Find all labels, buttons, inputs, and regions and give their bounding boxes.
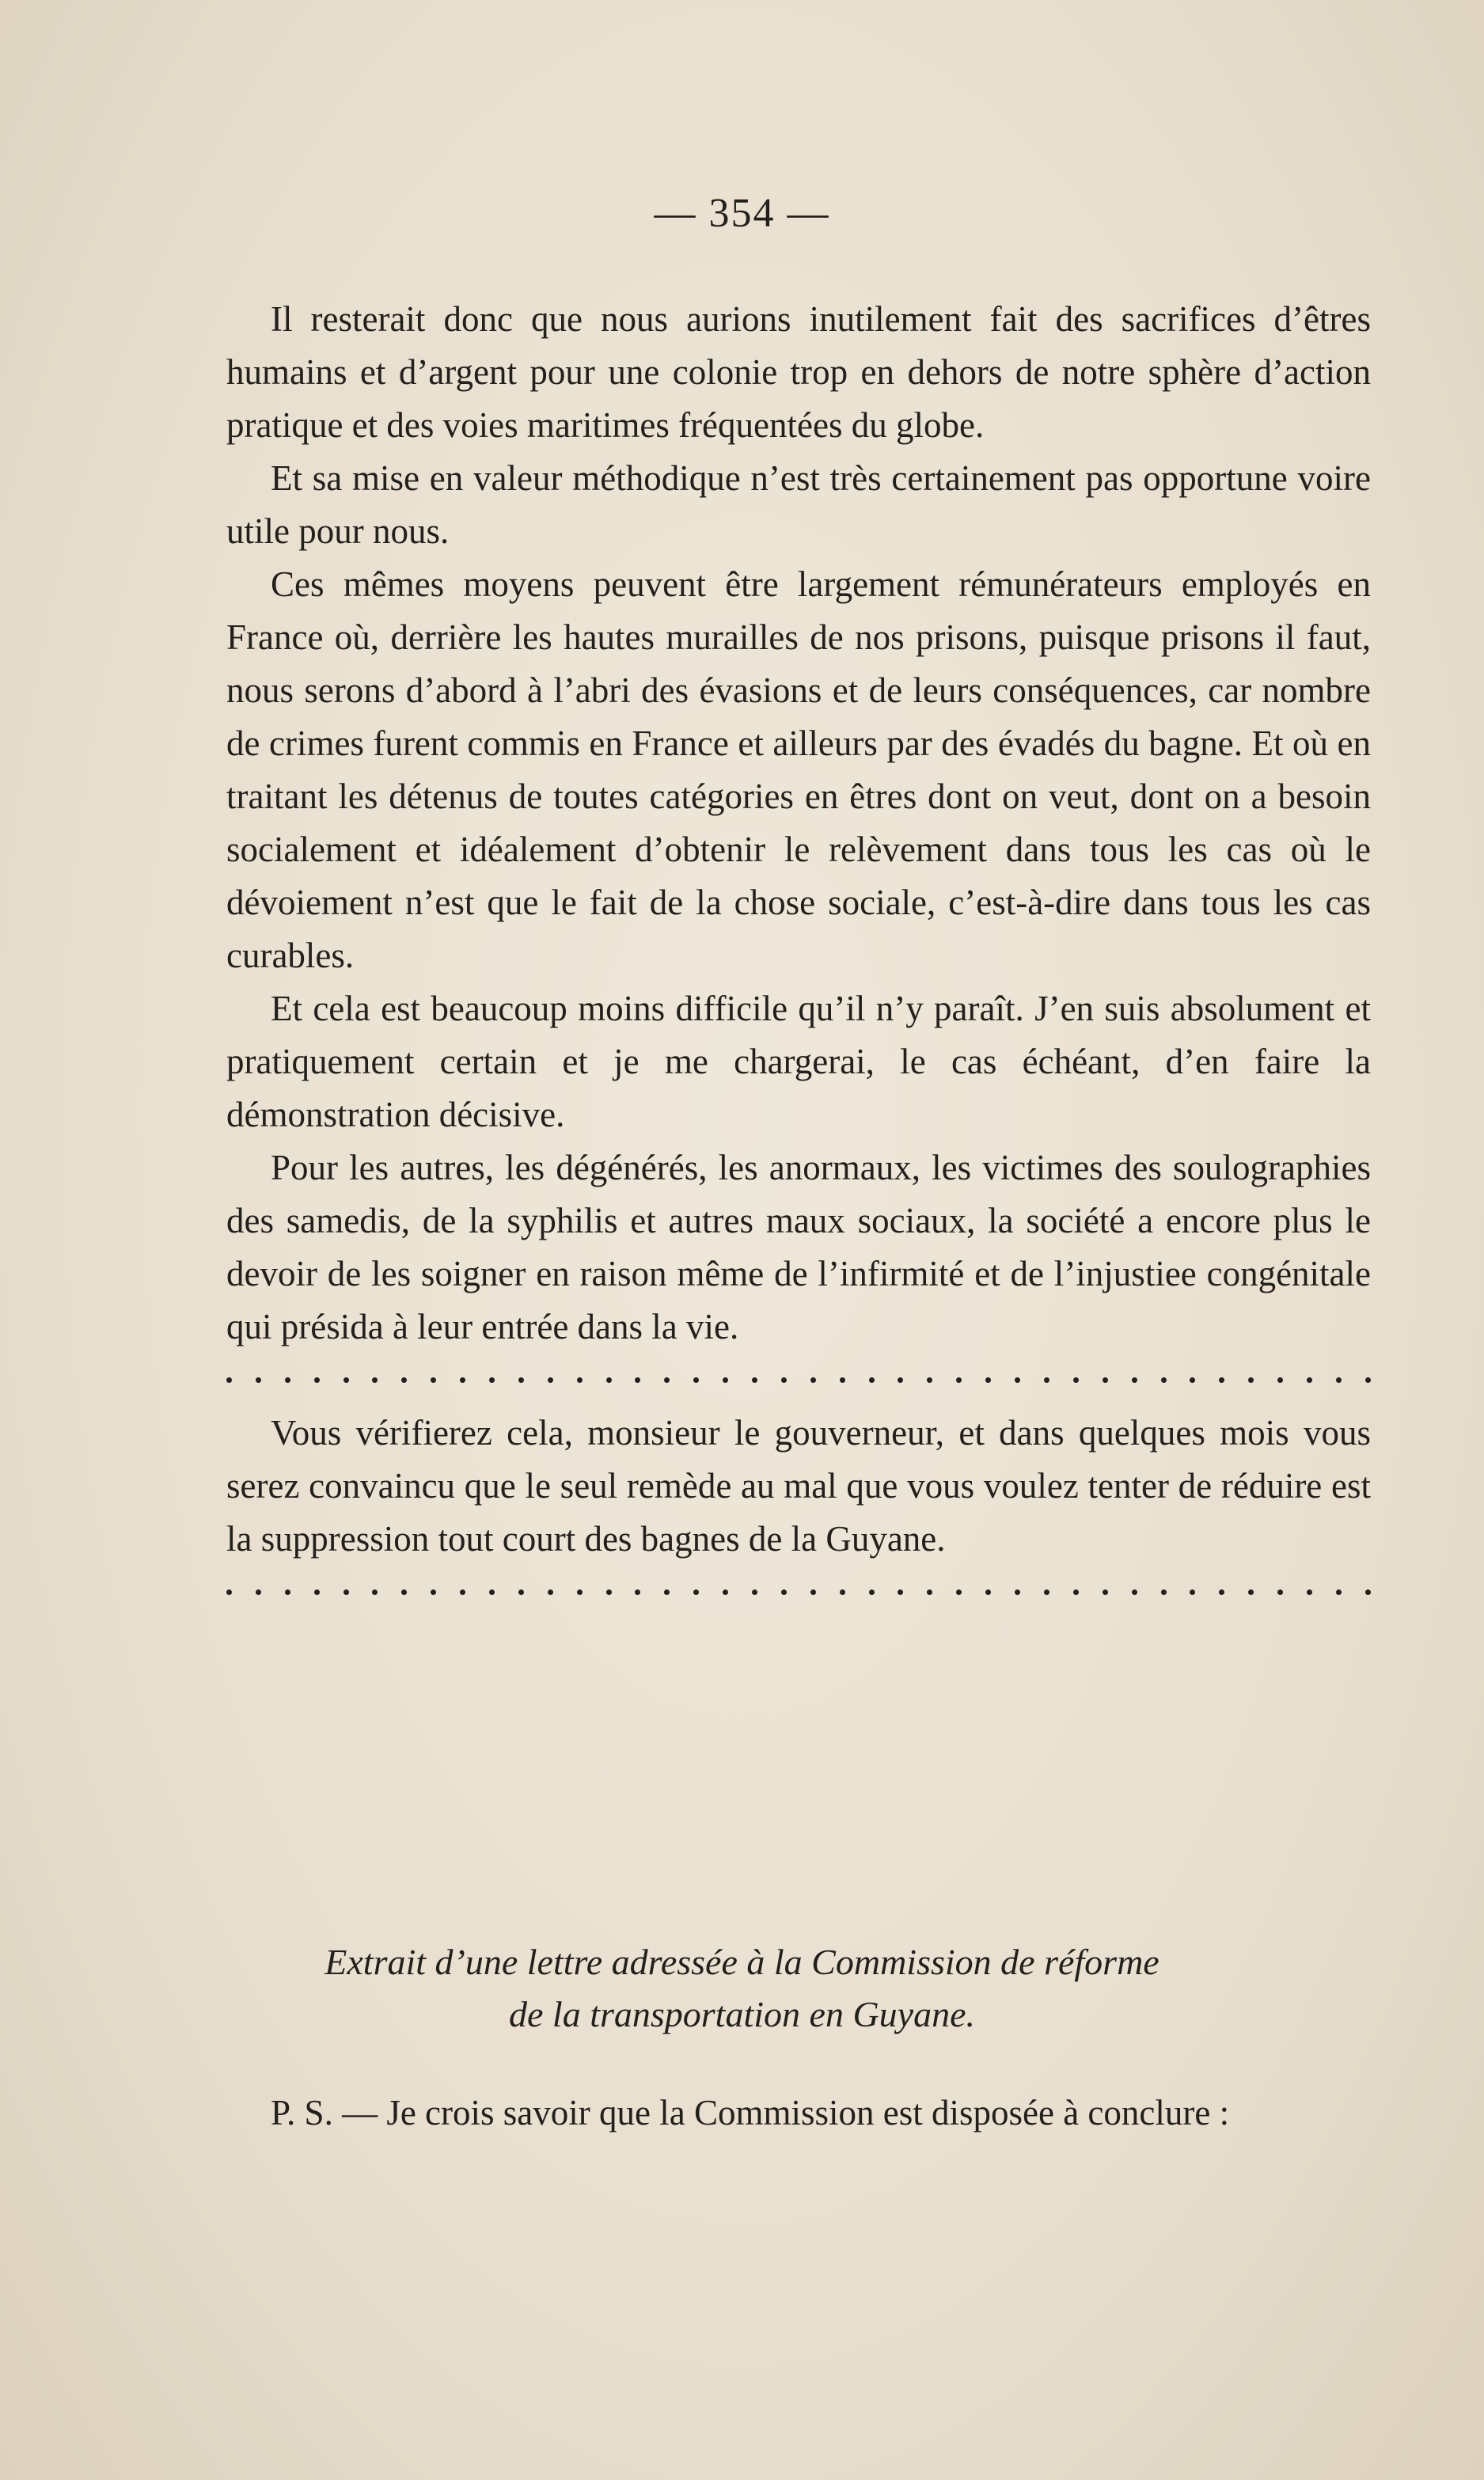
- separator-dot: [226, 1589, 232, 1595]
- separator-dot: [548, 1377, 553, 1383]
- separator-dot: [1044, 1377, 1049, 1383]
- separator-dot: [1336, 1589, 1342, 1595]
- separator-dot: [1190, 1589, 1195, 1595]
- separator-dot: [343, 1589, 349, 1595]
- separator-dot: [577, 1377, 583, 1383]
- separator-dot: [1219, 1589, 1224, 1595]
- separator-dot: [1073, 1589, 1079, 1595]
- paragraph-4: Et cela est beaucoup moins difficile qu’il n’y paraît. J’en suis absolument et pratiquement certain et je me chargerai, le cas échéant, d’en faire la démonstration décisive.: [226, 989, 1371, 1134]
- separator-dot: [1161, 1589, 1167, 1595]
- separator-dot: [1132, 1589, 1137, 1595]
- ellipsis-separator-2: [226, 1566, 1371, 1619]
- separator-dot: [1103, 1589, 1108, 1595]
- separator-dot: [927, 1589, 932, 1595]
- separator-dot: [1190, 1377, 1195, 1383]
- separator-dot: [664, 1377, 670, 1383]
- separator-dot: [1365, 1589, 1371, 1595]
- separator-dot: [606, 1589, 612, 1595]
- separator-dot: [985, 1589, 991, 1595]
- paragraph-3: Ces mêmes moyens peuvent être largement rémunérateurs employés en France où, derrière les hautes murailles de nos prisons, puisque prisons il faut, nous serons d’abord à l’abri des évasions et de leurs conséquences, car nombre de crimes furent commis en France et ailleurs par des évadés du bagne. Et où en traitant les détenus de toutes catégories en êtres dont on veut, dont on a besoin socialement et idéalement d’obtenir le relèvement dans tous les cas où le dévoiement n’est que le fait de la chose sociale, c’est-à-dire dans tous les cas curables.: [226, 564, 1371, 975]
- separator-dot: [489, 1377, 495, 1383]
- separator-dot: [1015, 1377, 1020, 1383]
- separator-dot: [1132, 1377, 1137, 1383]
- separator-dot: [1073, 1377, 1079, 1383]
- page-number: — 354 —: [654, 191, 830, 236]
- separator-dot: [840, 1377, 845, 1383]
- separator-dot: [664, 1589, 670, 1595]
- separator-dot: [898, 1377, 903, 1383]
- paragraph-2: Et sa mise en valeur méthodique n’est très certainement pas opportune voire utile pour nous.: [226, 458, 1371, 551]
- separator-dot: [285, 1377, 290, 1383]
- separator-dot: [956, 1589, 962, 1595]
- separator-dot: [693, 1377, 699, 1383]
- separator-dot: [1277, 1377, 1283, 1383]
- separator-dot: [635, 1377, 640, 1383]
- separator-dot: [810, 1589, 816, 1595]
- separator-dot: [518, 1377, 524, 1383]
- separator-dot: [1219, 1377, 1224, 1383]
- separator-dot: [1307, 1377, 1312, 1383]
- separator-dot: [810, 1377, 816, 1383]
- separator-dot: [314, 1589, 320, 1595]
- separator-dot: [898, 1589, 903, 1595]
- separator-dot: [460, 1377, 465, 1383]
- separator-dot: [314, 1377, 320, 1383]
- separator-dot: [927, 1377, 932, 1383]
- separator-dot: [518, 1589, 524, 1595]
- separator-dot: [1103, 1377, 1108, 1383]
- separator-dot: [635, 1589, 640, 1595]
- separator-dot: [401, 1377, 407, 1383]
- separator-dot: [431, 1589, 436, 1595]
- separator-dot: [1015, 1589, 1020, 1595]
- separator-dot: [956, 1377, 962, 1383]
- separator-dot: [256, 1589, 261, 1595]
- section-title-line-2: de la transportation en Guyane.: [509, 1994, 975, 2034]
- separator-dot: [1044, 1589, 1049, 1595]
- separator-dot: [256, 1377, 261, 1383]
- separator-dot: [1248, 1589, 1254, 1595]
- separator-dot: [693, 1589, 699, 1595]
- separator-dot: [723, 1377, 728, 1383]
- separator-dot: [1307, 1589, 1312, 1595]
- section-title: [0, 1936, 1484, 2041]
- separator-dot: [489, 1589, 495, 1595]
- separator-dot: [781, 1589, 787, 1595]
- section-title-line-1: Extrait d’une lettre adressée à la Commission de réforme: [325, 1942, 1159, 1982]
- ellipsis-separator-1: [226, 1354, 1371, 1407]
- paragraph-5: Pour les autres, les dégénérés, les anormaux, les victimes des soulographies des samedis, de la syphilis et autres maux sociaux, la société a encore plus le devoir de les soigner en raison même de l’infirmité et de l’injustiee congénitale qui présida à leur entrée dans la vie.: [226, 1148, 1371, 1346]
- separator-dot: [606, 1377, 612, 1383]
- separator-dot: [1161, 1377, 1167, 1383]
- separator-dot: [401, 1589, 407, 1595]
- separator-dot: [372, 1377, 378, 1383]
- separator-dot: [548, 1589, 553, 1595]
- separator-dot: [781, 1377, 787, 1383]
- separator-dot: [460, 1589, 465, 1595]
- postscript: P. S. — Je crois savoir que la Commission est disposée à conclure :: [271, 2093, 1230, 2132]
- separator-dot: [431, 1377, 436, 1383]
- separator-dot: [1277, 1589, 1283, 1595]
- separator-dot: [577, 1589, 583, 1595]
- separator-dot: [752, 1377, 757, 1383]
- separator-dot: [226, 1377, 232, 1383]
- separator-dot: [869, 1377, 875, 1383]
- separator-dot: [1248, 1377, 1254, 1383]
- separator-dot: [1365, 1377, 1371, 1383]
- paragraph-1: Il resterait donc que nous aurions inutilement fait des sacrifices d’êtres humains et d’argent pour une colonie trop en dehors de notre sphère d’action pratique et des voies maritimes fréquentées du globe.: [226, 299, 1371, 445]
- separator-dot: [343, 1377, 349, 1383]
- separator-dot: [372, 1589, 378, 1595]
- separator-dot: [840, 1589, 845, 1595]
- separator-dot: [752, 1589, 757, 1595]
- main-text-block: [226, 293, 1371, 1619]
- separator-dot: [723, 1589, 728, 1595]
- separator-dot: [285, 1589, 290, 1595]
- closing-paragraph: Vous vérifierez cela, monsieur le gouverneur, et dans quelques mois vous serez convaincu que le seul remède au mal que vous voulez tenter de réduire est la suppression tout court des bagnes de la Guyane.: [226, 1413, 1371, 1559]
- separator-dot: [985, 1377, 991, 1383]
- separator-dot: [1336, 1377, 1342, 1383]
- separator-dot: [869, 1589, 875, 1595]
